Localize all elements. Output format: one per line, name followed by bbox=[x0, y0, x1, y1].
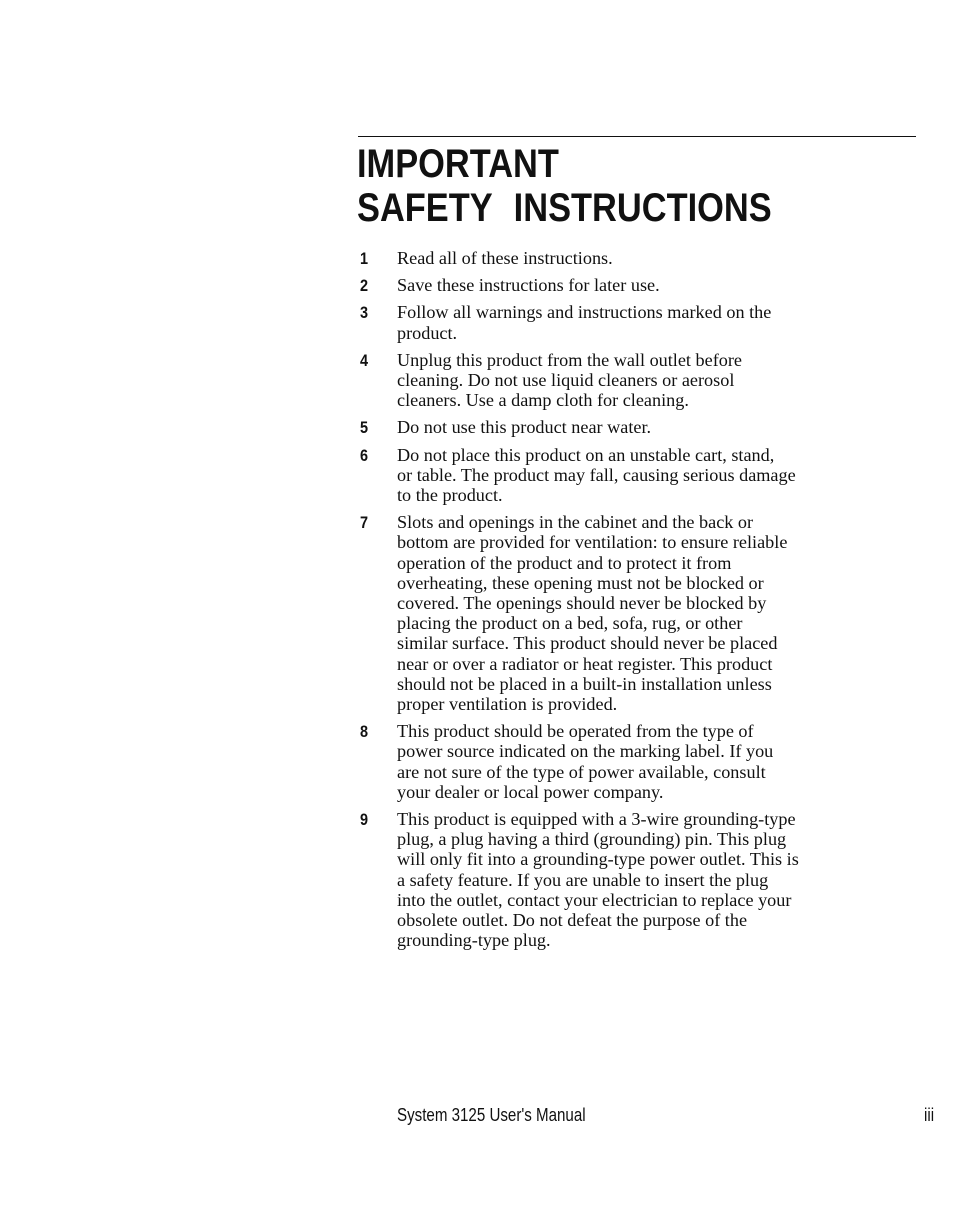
title-line-1: IMPORTANT bbox=[357, 142, 559, 186]
item-number: 2 bbox=[360, 276, 369, 296]
item-text: Follow all warnings and instructions marked on the product. bbox=[397, 302, 772, 343]
item-text: This product is equipped with a 3-wire grounding-type plug, a plug having a third (grounding) pin. This plug will only fit into a grounding-type power outlet. This is a safety feature. If you are unable to insert the plug into the outlet, contact your electrician to replace your obsolete outlet. Do not defeat the purpose of the grounding-type plug. bbox=[397, 809, 799, 951]
list-item bbox=[358, 445, 918, 506]
item-text: Unplug this product from the wall outlet before cleaning. Do not use liquid cleaners or aerosol cleaners. Use a damp cloth for cleaning. bbox=[397, 349, 742, 411]
item-number: 4 bbox=[360, 350, 369, 370]
item-number: 6 bbox=[360, 445, 369, 465]
list-item bbox=[358, 275, 918, 295]
item-number: 3 bbox=[360, 303, 369, 323]
item-text: Do not use this product near water. bbox=[397, 417, 652, 438]
item-number: 1 bbox=[360, 249, 369, 268]
item-number: 9 bbox=[360, 810, 369, 830]
item-text: Save these instructions for later use. bbox=[397, 275, 660, 296]
title-line-2: SAFETY INSTRUCTIONS bbox=[357, 186, 772, 230]
item-number: 8 bbox=[360, 722, 369, 742]
item-text: Do not place this product on an unstable cart, stand, or table. The product may fall, causing serious damage to the product. bbox=[397, 444, 796, 506]
list-item bbox=[358, 302, 918, 342]
safety-instructions-list bbox=[358, 248, 918, 958]
item-number: 7 bbox=[360, 513, 369, 533]
header-rule bbox=[358, 136, 916, 137]
item-number: 5 bbox=[360, 418, 369, 438]
footer-manual-title: System 3125 User's Manual bbox=[397, 1105, 586, 1125]
item-text: Slots and openings in the cabinet and the back or bottom are provided for ventilation: to ensure reliable operation of the product and to protect it from overheating, these opening must not be blocked or covered. The openings should never be blocked by placing the product on a bed, sofa, rug, or other similar surface. This product should never be placed near or over a radiator or heat register. This product should not be placed in a built-in installation unless proper ventilation is provided. bbox=[397, 512, 788, 715]
list-item bbox=[358, 350, 918, 411]
footer-page-number: iii bbox=[924, 1105, 935, 1125]
list-item bbox=[358, 809, 918, 950]
list-item bbox=[358, 721, 918, 802]
list-item bbox=[358, 512, 918, 714]
list-item bbox=[358, 417, 918, 437]
list-item bbox=[358, 248, 918, 268]
page-title bbox=[357, 142, 772, 230]
item-text: Read all of these instructions. bbox=[397, 248, 613, 268]
item-text: This product should be operated from the type of power source indicated on the marking label. If you are not sure of the type of power available, consult your dealer or local power company. bbox=[397, 721, 774, 802]
